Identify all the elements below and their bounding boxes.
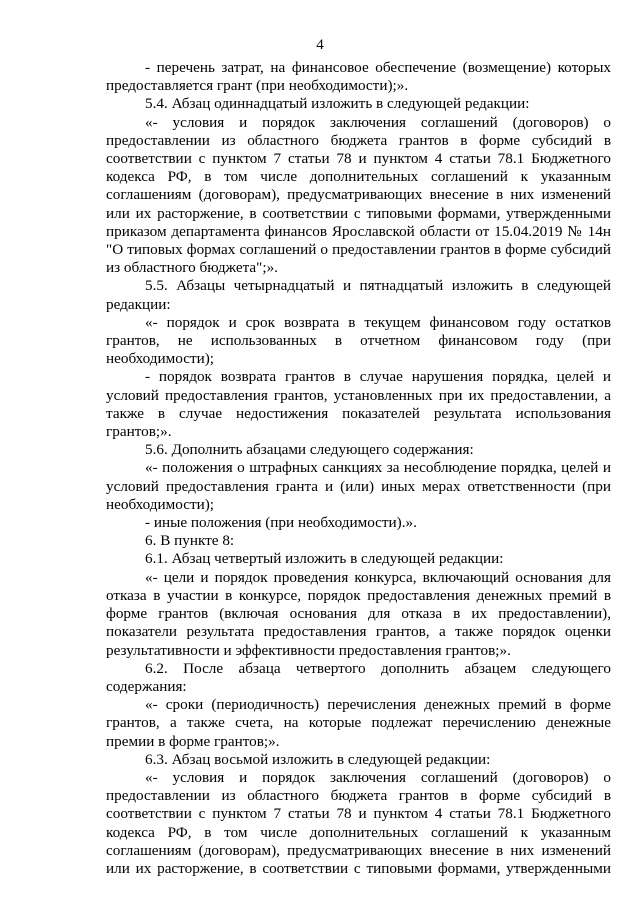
paragraph-1: - перечень затрат, на финансовое обеспечение (возмещение) которых предоставляется грант (при необходимости);». — [106, 59, 611, 95]
paragraph-5: «- порядок и срок возврата в текущем финансовом году остатков грантов, не использованных в отчетном финансовом году (при необходимости); — [106, 313, 611, 368]
paragraph-2: 5.4. Абзац одиннадцатый изложить в следующей редакции: — [145, 95, 530, 113]
paragraph-11: 6.1. Абзац четвертый изложить в следующей редакции: — [145, 550, 504, 568]
paragraph-6: - порядок возврата грантов в случае нарушения порядка, целей и условий предоставления грантов, установленных при их предоставлении, а также в случае недостижения показателей результата использования грантов;». — [106, 368, 611, 441]
paragraph-4: 5.5. Абзацы четырнадцатый и пятнадцатый изложить в следующей редакции: — [106, 277, 611, 313]
paragraph-7: 5.6. Дополнить абзацами следующего содержания: — [145, 441, 474, 459]
paragraph-8: «- положения о штрафных санкциях за несоблюдение порядка, целей и условий предоставления гранта и (или) иных мерах ответственности (при необходимости); — [106, 459, 611, 513]
page-number: 4 — [316, 37, 324, 53]
paragraph-16: «- условия и порядок заключения соглашений (договоров) о предоставлении из областного бюджета грантов в форме субсидий в соответствии с пунктом 7 статьи 78 и пунктом 4 статьи 78.1 Бюджетного кодекса РФ, в том числе дополнительных соглашений к указанным соглашениям (договорам), предусматривающих внесение в них изменений или их расторжение, в соответствии с типовыми формами, утвержденными — [106, 768, 611, 877]
paragraph-9: - иные положения (при необходимости).». — [145, 514, 417, 532]
paragraph-12: «- цели и порядок проведения конкурса, включающий основания для отказа в участии в конкурсе, порядок предоставления денежных премий в форме грантов (включая основания для отказа в их предоставлении), показатели результата предоставления грантов, а также порядок оценки результативности и эффективности предоставления грантов;». — [106, 568, 611, 659]
document-body — [106, 59, 611, 878]
paragraph-10: 6. В пункте 8: — [145, 532, 235, 550]
paragraph-15: 6.3. Абзац восьмой изложить в следующей редакции: — [145, 750, 491, 768]
paragraph-14: «- сроки (периодичность) перечисления денежных премий в форме грантов, а также счета, на которые подлежат перечислению денежные премии в форме грантов;». — [106, 696, 611, 750]
paragraph-13: 6.2. После абзаца четвертого дополнить абзацем следующего содержания: — [106, 659, 611, 695]
paragraph-3: «- условия и порядок заключения соглашений (договоров) о предоставлении из областного бюджета грантов в форме субсидий в соответствии с пунктом 7 статьи 78 и пунктом 4 статьи 78.1 Бюджетного кодекса РФ, в том числе дополнительных соглашений к указанным соглашениям (договорам), предусматривающих внесение в них изменений или их расторжение, в соответствии с типовыми формами, утвержденными приказом департамента финансов Ярославской области от 15.04.2019 № 14н "О типовых формах соглашений о предоставлении грантов в форме субсидий из областного бюджета";». — [106, 113, 611, 277]
